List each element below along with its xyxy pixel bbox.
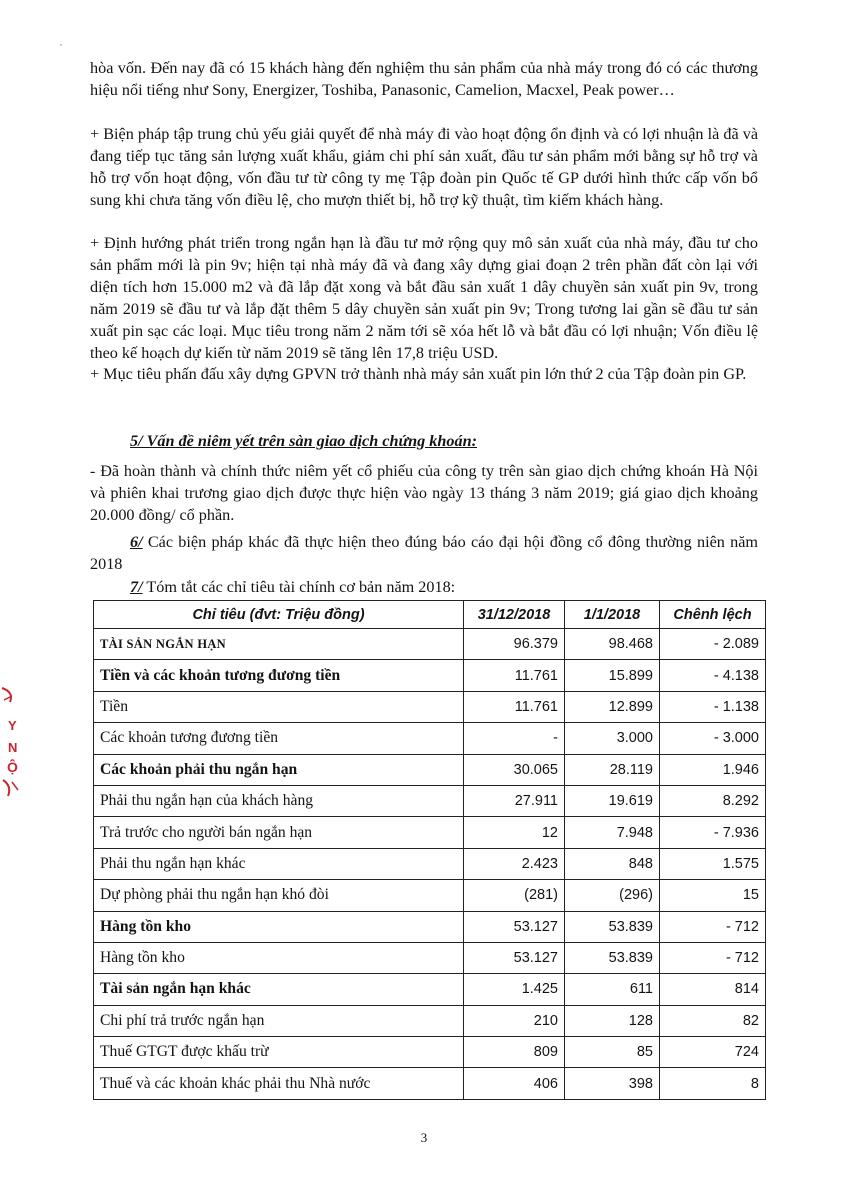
value-difference: - 712 bbox=[660, 942, 766, 973]
column-header-start-date: 1/1/2018 bbox=[565, 601, 660, 629]
value-end-date: 11.761 bbox=[464, 691, 565, 722]
column-header-end-date: 31/12/2018 bbox=[464, 601, 565, 629]
row-label: Dự phòng phải thu ngắn hạn khó đòi bbox=[94, 880, 464, 911]
value-difference: 1.575 bbox=[660, 848, 766, 879]
value-end-date: 96.379 bbox=[464, 629, 565, 660]
value-difference: 8.292 bbox=[660, 785, 766, 816]
value-start-date: 19.619 bbox=[565, 785, 660, 816]
value-start-date: 611 bbox=[565, 974, 660, 1005]
table-row bbox=[94, 817, 766, 848]
value-end-date: 2.423 bbox=[464, 848, 565, 879]
row-label: Tiền bbox=[94, 691, 464, 722]
row-label: TÀI SẢN NGẮN HẠN bbox=[94, 629, 464, 660]
table-row bbox=[94, 723, 766, 754]
row-label: Thuế GTGT được khấu trừ bbox=[94, 1037, 464, 1068]
column-header-difference: Chênh lệch bbox=[660, 601, 766, 629]
value-start-date: 15.899 bbox=[565, 660, 660, 691]
row-label: Tiền và các khoản tương đương tiền bbox=[94, 660, 464, 691]
value-start-date: 98.468 bbox=[565, 629, 660, 660]
value-start-date: 848 bbox=[565, 848, 660, 879]
section-text: Tóm tắt các chỉ tiêu tài chính cơ bản năm 2018: bbox=[142, 578, 456, 596]
value-difference: 1.946 bbox=[660, 754, 766, 785]
row-label: Các khoản phải thu ngắn hạn bbox=[94, 754, 464, 785]
section-text: Các biện pháp khác đã thực hiện theo đúng báo cáo đại hội đồng cổ đông thường niên năm 2018 bbox=[90, 533, 758, 573]
value-start-date: 53.839 bbox=[565, 942, 660, 973]
row-label: Thuế và các khoản khác phải thu Nhà nước bbox=[94, 1068, 464, 1099]
value-start-date: (296) bbox=[565, 880, 660, 911]
table-row bbox=[94, 629, 766, 660]
table-row bbox=[94, 942, 766, 973]
value-difference: - 3.000 bbox=[660, 723, 766, 754]
value-end-date: 53.127 bbox=[464, 942, 565, 973]
value-end-date: 12 bbox=[464, 817, 565, 848]
paragraph-customers: hòa vốn. Đến nay đã có 15 khách hàng đến nghiệm thu sản phẩm của nhà máy trong đó có các thương hiệu nổi tiếng như Sony, Energizer, Toshiba, Panasonic, Camelion, Macxel, Peak power… bbox=[90, 59, 758, 99]
value-difference: 814 bbox=[660, 974, 766, 1005]
red-seal-fragment bbox=[0, 680, 26, 800]
financial-table bbox=[93, 600, 766, 1100]
value-start-date: 53.839 bbox=[565, 911, 660, 942]
paragraph-development: + Định hướng phát triển trong ngắn hạn là đầu tư mở rộng quy mô sản xuất của nhà máy, đầu tư cho sản phẩm mới là pin 9v; hiện tại nhà máy đã và đang xây dựng giai đoạn 2 trên phần đất còn lại với diện tích hơn 15.000 m2 và đã lắp đặt xong và bắt đầu sản xuất 1 dây chuyền sản xuất pin 9v, trong năm 2019 sẽ đầu tư và lắp đặt thêm 5 dây chuyền sản xuất pin 9v; Trong tương lai gần sẽ đầu tư sản xuất pin sạc các loại. Mục tiêu trong năm 2 năm tới sẽ xóa hết lỗ và bắt đầu có lợi nhuận; Vốn điều lệ theo kế hoạch dự kiến từ năm 2019 sẽ tăng lên 17,8 triệu USD. bbox=[90, 234, 758, 362]
section-number: 6/ bbox=[130, 533, 143, 551]
value-end-date: 11.761 bbox=[464, 660, 565, 691]
value-difference: - 2.089 bbox=[660, 629, 766, 660]
value-difference: - 1.138 bbox=[660, 691, 766, 722]
table-row bbox=[94, 785, 766, 816]
row-label: Chi phí trả trước ngắn hạn bbox=[94, 1005, 464, 1036]
value-difference: - 712 bbox=[660, 911, 766, 942]
svg-text:Ộ: Ộ bbox=[7, 759, 18, 775]
value-start-date: 12.899 bbox=[565, 691, 660, 722]
column-header-indicator: Chỉ tiêu (đvt: Triệu đồng) bbox=[94, 601, 464, 629]
value-end-date: 406 bbox=[464, 1068, 565, 1099]
svg-text:N: N bbox=[8, 740, 18, 755]
section-heading-other-measures bbox=[90, 531, 758, 575]
value-difference: - 7.936 bbox=[660, 817, 766, 848]
table-row bbox=[94, 848, 766, 879]
value-end-date: - bbox=[464, 723, 565, 754]
value-start-date: 85 bbox=[565, 1037, 660, 1068]
section-heading-financial-summary bbox=[130, 578, 455, 597]
row-label: Hàng tồn kho bbox=[94, 942, 464, 973]
table-row bbox=[94, 1037, 766, 1068]
value-difference: - 4.138 bbox=[660, 660, 766, 691]
row-label: Hàng tồn kho bbox=[94, 911, 464, 942]
row-label: Trả trước cho người bán ngắn hạn bbox=[94, 817, 464, 848]
table-row bbox=[94, 880, 766, 911]
table-row bbox=[94, 691, 766, 722]
section-number: 7/ bbox=[130, 578, 143, 596]
value-end-date: 53.127 bbox=[464, 911, 565, 942]
table-header-row bbox=[94, 601, 766, 629]
value-difference: 15 bbox=[660, 880, 766, 911]
row-label: Các khoản tương đương tiền bbox=[94, 723, 464, 754]
table-row bbox=[94, 754, 766, 785]
svg-text:Y: Y bbox=[8, 718, 17, 733]
value-start-date: 398 bbox=[565, 1068, 660, 1099]
table-row bbox=[94, 974, 766, 1005]
value-end-date: 1.425 bbox=[464, 974, 565, 1005]
table-row bbox=[94, 911, 766, 942]
value-start-date: 28.119 bbox=[565, 754, 660, 785]
table-row bbox=[94, 1005, 766, 1036]
row-label: Tài sản ngắn hạn khác bbox=[94, 974, 464, 1005]
value-end-date: 30.065 bbox=[464, 754, 565, 785]
value-difference: 8 bbox=[660, 1068, 766, 1099]
page-number: 3 bbox=[420, 1130, 428, 1145]
table-row bbox=[94, 660, 766, 691]
paragraph-measures: + Biện pháp tập trung chủ yếu giải quyết để nhà máy đi vào hoạt động ổn định và có lợi nhuận là đã và đang tiếp tục tăng sản lượng xuất khẩu, giảm chi phí sản xuất, đầu tư sản phẩm mới bằng sự hỗ trợ và hỗ trợ vốn hoạt động, vốn đầu tư từ công ty mẹ Tập đoàn pin Quốc tế GP dưới hình thức cấp vốn bổ sung khi chưa tăng vốn điều lệ, cho mượn thiết bị, hỗ trợ kỹ thuật, tìm kiếm khách hàng. bbox=[90, 125, 758, 209]
seal-icon bbox=[0, 680, 26, 800]
value-end-date: 210 bbox=[464, 1005, 565, 1036]
row-label: Phải thu ngắn hạn của khách hàng bbox=[94, 785, 464, 816]
table-row bbox=[94, 1068, 766, 1099]
row-label: Phải thu ngắn hạn khác bbox=[94, 848, 464, 879]
paragraph-listing: - Đã hoàn thành và chính thức niêm yết cổ phiếu của công ty trên sàn giao dịch chứng khoán Hà Nội và phiên khai trương giao dịch được thực hiện vào ngày 13 tháng 3 năm 2019; giá giao dịch khoảng 20.000 đồng/ cổ phần. bbox=[90, 462, 758, 524]
value-start-date: 7.948 bbox=[565, 817, 660, 848]
value-difference: 724 bbox=[660, 1037, 766, 1068]
value-start-date: 3.000 bbox=[565, 723, 660, 754]
paragraph-goal: + Mục tiêu phấn đấu xây dựng GPVN trở thành nhà máy sản xuất pin lớn thứ 2 của Tập đoàn pin GP. bbox=[90, 365, 747, 383]
section-heading-listing: 5/ Vấn đề niêm yết trên sàn giao dịch chứng khoán: bbox=[130, 432, 477, 450]
value-start-date: 128 bbox=[565, 1005, 660, 1036]
value-end-date: (281) bbox=[464, 880, 565, 911]
scan-speck bbox=[60, 44, 62, 46]
value-end-date: 809 bbox=[464, 1037, 565, 1068]
value-difference: 82 bbox=[660, 1005, 766, 1036]
value-end-date: 27.911 bbox=[464, 785, 565, 816]
